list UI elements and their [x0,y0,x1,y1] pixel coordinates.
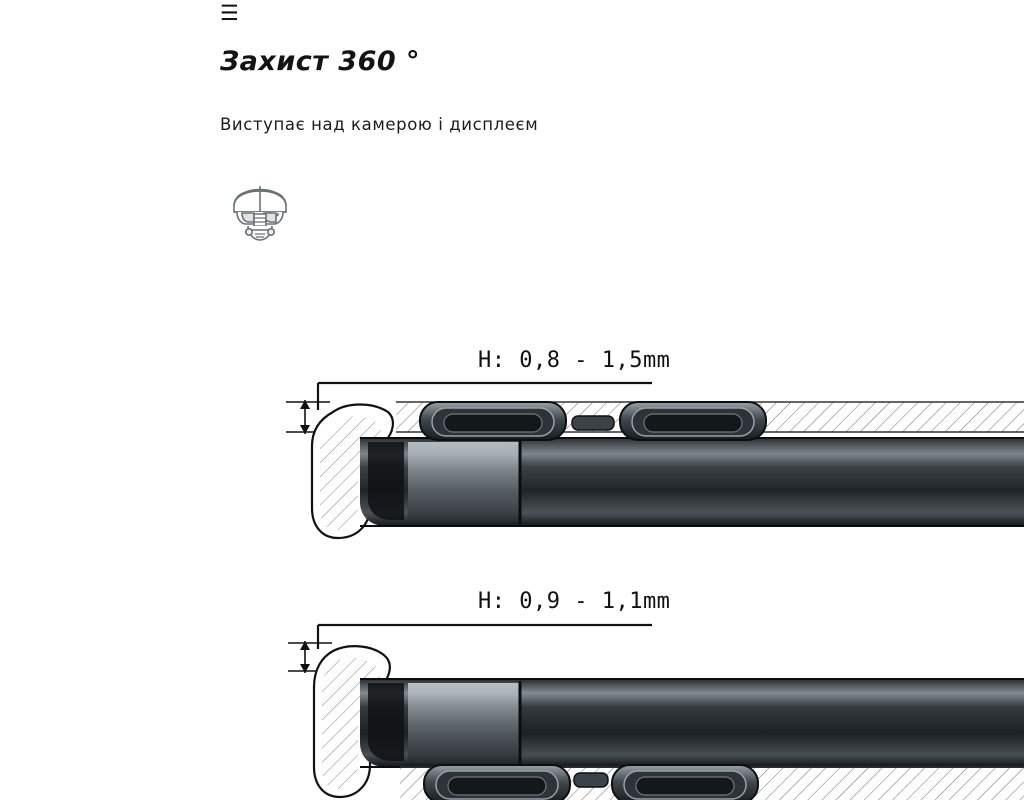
page-title: Захист 360 ° [220,46,421,77]
figure-camera-protrusion [0,330,1024,570]
dimension-label-display: H: 0,9 - 1,1mm [478,589,671,614]
figure-display-protrusion [0,575,1024,800]
hamburger-menu-icon[interactable]: ☰ [220,1,239,25]
page-subtitle: Виступає над камерою і дисплеєм [220,115,539,134]
dimension-label-camera: H: 0,8 - 1,5mm [478,348,671,373]
stormtrooper-helmet-icon [218,172,302,254]
